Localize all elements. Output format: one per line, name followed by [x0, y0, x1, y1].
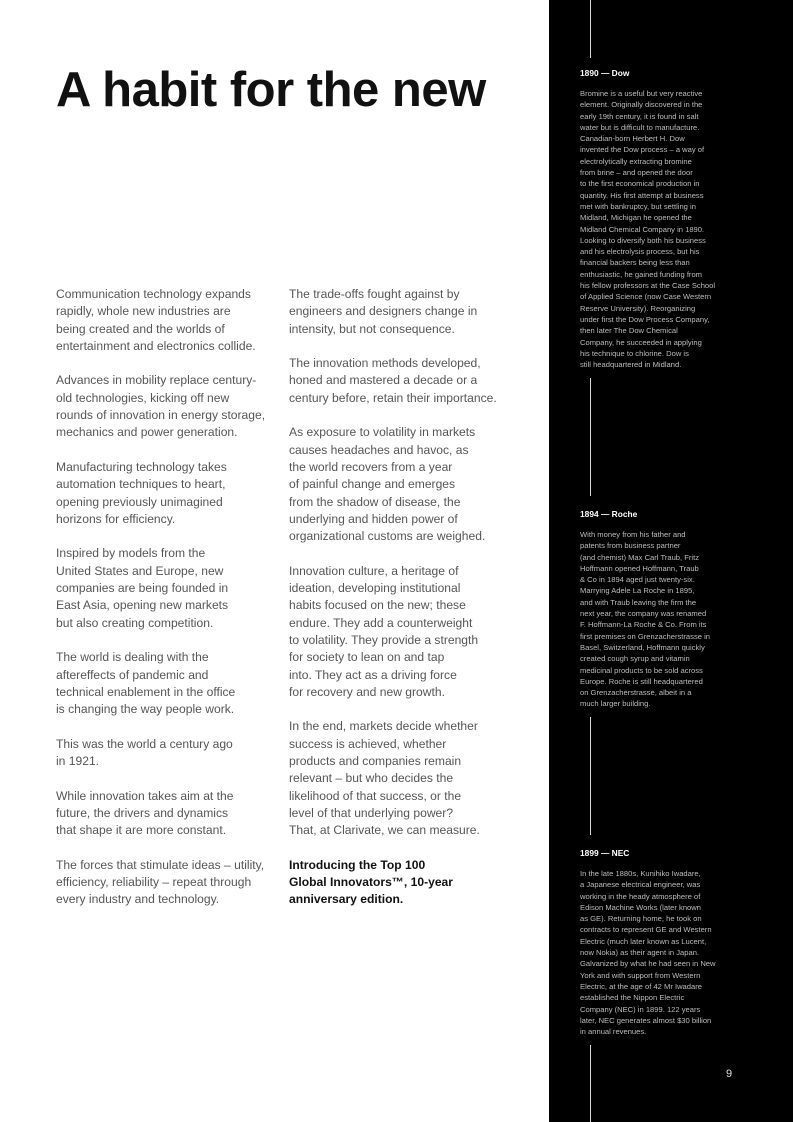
left-column — [56, 286, 278, 926]
timeline-divider — [590, 1045, 591, 1122]
right-column — [289, 286, 519, 926]
timeline-divider — [590, 717, 591, 835]
timeline-body: With money from his father and patents from business partner (and chemist) Max Carl Traub, Fritz Hoffmann opened Hoffmann, Traub & Co in 1894 aged just twenty-six. Marrying Adele La Roche in 1895, and with Traub leaving the firm the next year, the company was renamed F. Hoffmann-La Roche & Co. From its first premises on Grenzacherstrasse in Basel, Switzerland, Hoffmann quickly created cough syrup and vitamin medicinal products to be sold across Europe. Roche is still headquartered on Grenzacherstrasse, albeit in a much larger building. — [580, 530, 710, 709]
paragraph: This was the world a century ago in 1921. — [56, 736, 233, 769]
paragraph: The forces that stimulate ideas – utility, efficiency, reliability – repeat through every industry and technology. — [56, 857, 265, 907]
paragraph: In the end, markets decide whether success is achieved, whether products and companies remain relevant – but who decides the likelihood of that success, or the level of that underlying power? That, at Clarivate, we can measure. — [289, 719, 480, 838]
page-number: 9 — [726, 1068, 733, 1080]
paragraph: Manufacturing technology takes automation techniques to heart, opening previously unimagined horizons for efficiency. — [56, 459, 227, 526]
page-title: A habit for the new — [56, 63, 486, 117]
paragraph: Inspired by models from the United States and Europe, new companies are being founded in East Asia, opening new markets but also creating competition. — [56, 546, 229, 630]
paragraph: Communication technology expands rapidly, whole new industries are being created and the worlds of entertainment and electronics collide. — [56, 287, 256, 353]
timeline-divider — [590, 0, 591, 58]
timeline-entry-dow — [580, 68, 740, 370]
paragraph: Innovation culture, a heritage of ideation, developing institutional habits focused on the new; these endure. They add a counterweight to volatility. They provide a strength for society to lean on and tap into. They act as a driving force for recovery and new growth. — [289, 563, 479, 699]
timeline-sidebar — [549, 0, 793, 1122]
paragraph: Advances in mobility replace century- old technologies, kicking off new rounds of innovation in energy storage, mechanics and power generation. — [56, 373, 266, 440]
paragraph: The trade-offs fought against by engineers and designers change in intensity, but not consequence. — [289, 287, 478, 336]
timeline-heading: 1899 — NEC — [580, 848, 630, 858]
timeline-heading: 1894 — Roche — [580, 509, 638, 519]
timeline-heading: 1890 — Dow — [580, 68, 630, 78]
paragraph: The innovation methods developed, honed and mastered a decade or a century before, retain their importance. — [289, 356, 497, 405]
closing-statement: Introducing the Top 100 Global Innovators™, 10-year anniversary edition. — [289, 857, 453, 907]
paragraph: As exposure to volatility in markets causes headaches and havoc, as the world recovers from a year of painful change and emerges from the shadow of disease, the underlying and hidden power of organizational customs are weighed. — [289, 425, 486, 544]
paragraph: The world is dealing with the aftereffects of pandemic and technical enablement in the office is changing the way people work. — [56, 650, 236, 717]
timeline-body: In the late 1880s, Kunihiko Iwadare, a Japanese electrical engineer, was working in the heady atmosphere of Edison Machine Works (later known as GE). Returning home, he took on contracts to represent GE and Western Electric (much later known as Lucent, now Nokia) as their agent in Japan. Galvanized by what he had seen in New York and with support from Western Electric, at the age of 42 Mr Iwadare established the Nippon Electric Company (NEC) in 1899. 122 years later, NEC generates almost $30 billion in annual revenues. — [580, 869, 716, 1037]
timeline-entry-roche — [580, 509, 740, 710]
paragraph: While innovation takes aim at the future, the drivers and dynamics that shape it are more constant. — [56, 788, 234, 838]
timeline-body: Bromine is a useful but very reactive element. Originally discovered in the early 19th century, it is found in salt water but is difficult to manufacture. Canadian-born Herbert H. Dow invented the Dow process – a way of electrolytically extracting bromine from brine – and opened the door to the first economical production in quantity. His first attempt at business met with bankruptcy, but settling in Midland, Michigan he opened the Midland Chemical Company in 1890. Looking to diversify both his business and his electrolysis process, but his financial backers being less than enthusiastic, he gained funding from his fellow professors at the Case School of Applied Science (now Case Western Reserve University). Reorganizing under first the Dow Process Company, then later The Dow Chemical Company, he succeeded in applying his technique to chlorine. Dow is still headquartered in Midland. — [580, 89, 716, 370]
timeline-divider — [590, 378, 591, 496]
timeline-entry-nec — [580, 848, 740, 1037]
